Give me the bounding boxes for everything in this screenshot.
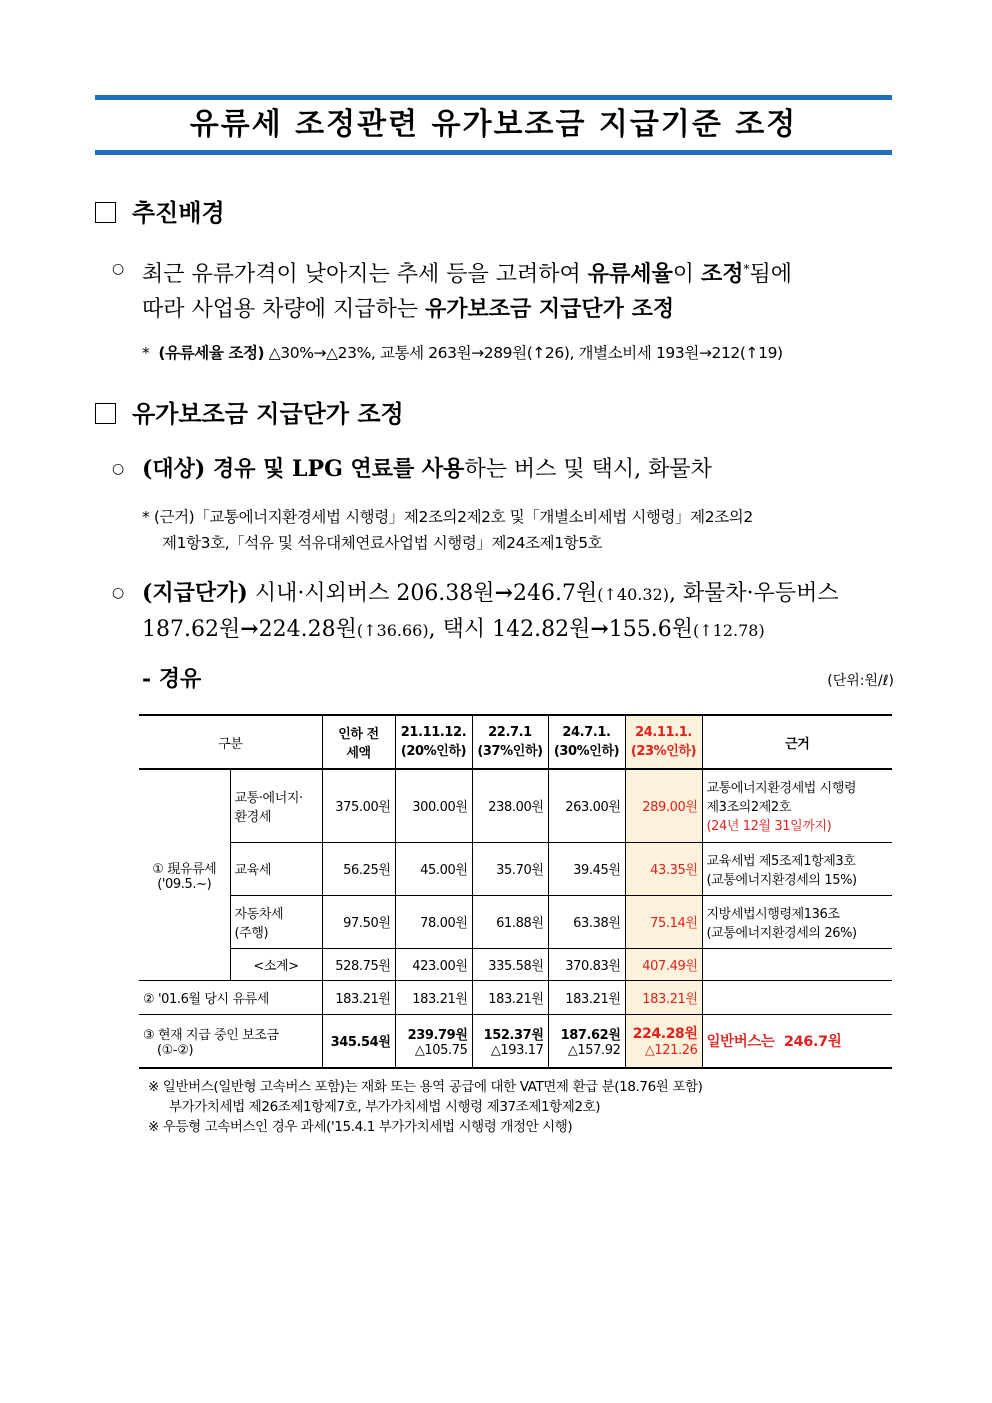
unit-price-paragraph: (지급단가) 시내·시외버스 206.38원→246.7원(↑40.32), 화물차·우등버스 187.62원→224.28원(↑36.66), 택시 142.82원→155.6원(↑12.78) [142,580,839,642]
page-title: 유류세 조정관련 유가보조금 지급기준 조정 [189,107,798,142]
cell-value: 152.37원 △193.17 [472,1014,548,1068]
row-label: 교육세 [230,842,322,895]
cell-value: 97.50원 [322,895,395,948]
cell-value: 63.38원 [548,895,625,948]
section-heading-subsidy [95,397,404,431]
cell-value: 45.00원 [395,842,472,895]
cell-value: 300.00원 [395,769,472,842]
unit-label: (단위:원/ℓ) [827,673,894,689]
cell-value-highlight: 407.49원 [625,948,702,980]
target-paragraph: (대상) 경유 및 LPG 연료를 사용하는 버스 및 택시, 화물차 [142,456,712,482]
cell-value: 183.21원 [322,980,395,1014]
checkbox-square-icon [95,202,116,223]
row-label: ② '01.6월 당시 유류세 [139,980,322,1014]
table-row [139,769,892,842]
title-rule-bottom [95,150,892,155]
cell-value: 56.25원 [322,842,395,895]
header-category: 구분 [139,715,322,769]
table-row-current-subsidy [139,1014,892,1068]
cell-value: 239.79원 △105.75 [395,1014,472,1068]
checkbox-square-icon [95,403,116,424]
cell-value: 183.21원 [548,980,625,1014]
table-row-subtotal [139,948,892,980]
cell-value: 61.88원 [472,895,548,948]
row-label: 자동차세 (주행) [230,895,322,948]
cell-basis-empty [702,948,892,980]
section-heading-label: 추진배경 [132,199,225,227]
background-paragraph: 최근 유류가격이 낮아지는 추세 등을 고려하여 유류세율이 조정*됨에 따라 사업용 차량에 지급하는 유가보조금 지급단가 조정 [142,261,793,322]
section-heading-label: 유가보조금 지급단가 조정 [132,400,404,428]
cell-value: 528.75원 [322,948,395,980]
table-header-row [139,715,892,769]
cell-value: 39.45원 [548,842,625,895]
cell-value: 35.70원 [472,842,548,895]
cell-basis-bus: 일반버스는 246.7원 [702,1014,892,1068]
cell-basis-empty [702,980,892,1014]
cell-value-highlight: 224.28원 △121.26 [625,1014,702,1068]
cell-value-highlight: 75.14원 [625,895,702,948]
cell-basis: 교육세법 제5조제1항제3호 (교통에너지환경세의 15%) [702,842,892,895]
circle-bullet-icon: ○ [112,261,125,277]
row-label: <소계> [230,948,322,980]
cell-value: 183.21원 [395,980,472,1014]
header-24111: 24.11.1. (23%인하) [625,715,702,769]
legal-basis-note: * (근거)「교통에너지환경세법 시행령」제2조의2제2호 및「개별소비세법 시행령」제2조의2 제1항3호,「석유 및 석유대체연료사업법 시행령」제24조제1항5호 [142,508,753,552]
cell-value: 370.83원 [548,948,625,980]
header-2271: 22.7.1 (37%인하) [472,715,548,769]
footnote-vat: ※ 일반버스(일반형 고속버스 포함)는 재화 또는 용역 공급에 대한 VAT면제 환급 분(18.76원 포함) 부가가치세법 제26조제1항제7호, 부가가치세법 시행령 제37조제1항제2호) [148,1079,703,1115]
table-row [139,980,892,1014]
cell-basis: 교통에너지환경세법 시행령 제3조의2제2호 (24년 12월 31일까지) [702,769,892,842]
cell-value-highlight: 43.35원 [625,842,702,895]
header-211112: 21.11.12. (20%인하) [395,715,472,769]
header-basis: 근거 [702,715,892,769]
diesel-tax-table [139,714,892,1069]
cell-value: 335.58원 [472,948,548,980]
header-2471: 24.7.1. (30%인하) [548,715,625,769]
cell-value-highlight: 183.21원 [625,980,702,1014]
cell-value-highlight: 289.00원 [625,769,702,842]
cell-value: 345.54원 [322,1014,395,1068]
circle-bullet-icon: ○ [112,585,125,601]
cell-value: 187.62원 △157.92 [548,1014,625,1068]
circle-bullet-icon: ○ [112,461,125,477]
table-row [139,842,892,895]
cell-value: 78.00원 [395,895,472,948]
row-label: 교통·에너지· 환경세 [230,769,322,842]
section-heading-background [95,196,225,230]
cell-value: 238.00원 [472,769,548,842]
cell-value: 183.21원 [472,980,548,1014]
tax-rate-note: * (유류세율 조정) △30%→△23%, 교통세 263원→289원(↑26), 개별소비세 193원→212(↑19) [142,344,783,362]
diesel-subheading: - 경유 [142,666,202,692]
cell-basis: 지방세법시행령제136조 (교통에너지환경세의 26%) [702,895,892,948]
title-banner [95,95,892,157]
group-current-fuel-tax: ① 現유류세 ('09.5.~) [139,769,230,980]
table-row [139,895,892,948]
footnote-premium-bus: ※ 우등형 고속버스인 경우 과세('15.4.1 부가가치세법 시행령 개정안 시행) [148,1119,573,1135]
title-rule-top [95,95,892,100]
cell-value: 263.00원 [548,769,625,842]
cell-value: 375.00원 [322,769,395,842]
header-pre-cut: 인하 전 세액 [322,715,395,769]
row-label: ③ 현재 지급 중인 보조금 (①-②) [139,1014,322,1068]
cell-value: 423.00원 [395,948,472,980]
